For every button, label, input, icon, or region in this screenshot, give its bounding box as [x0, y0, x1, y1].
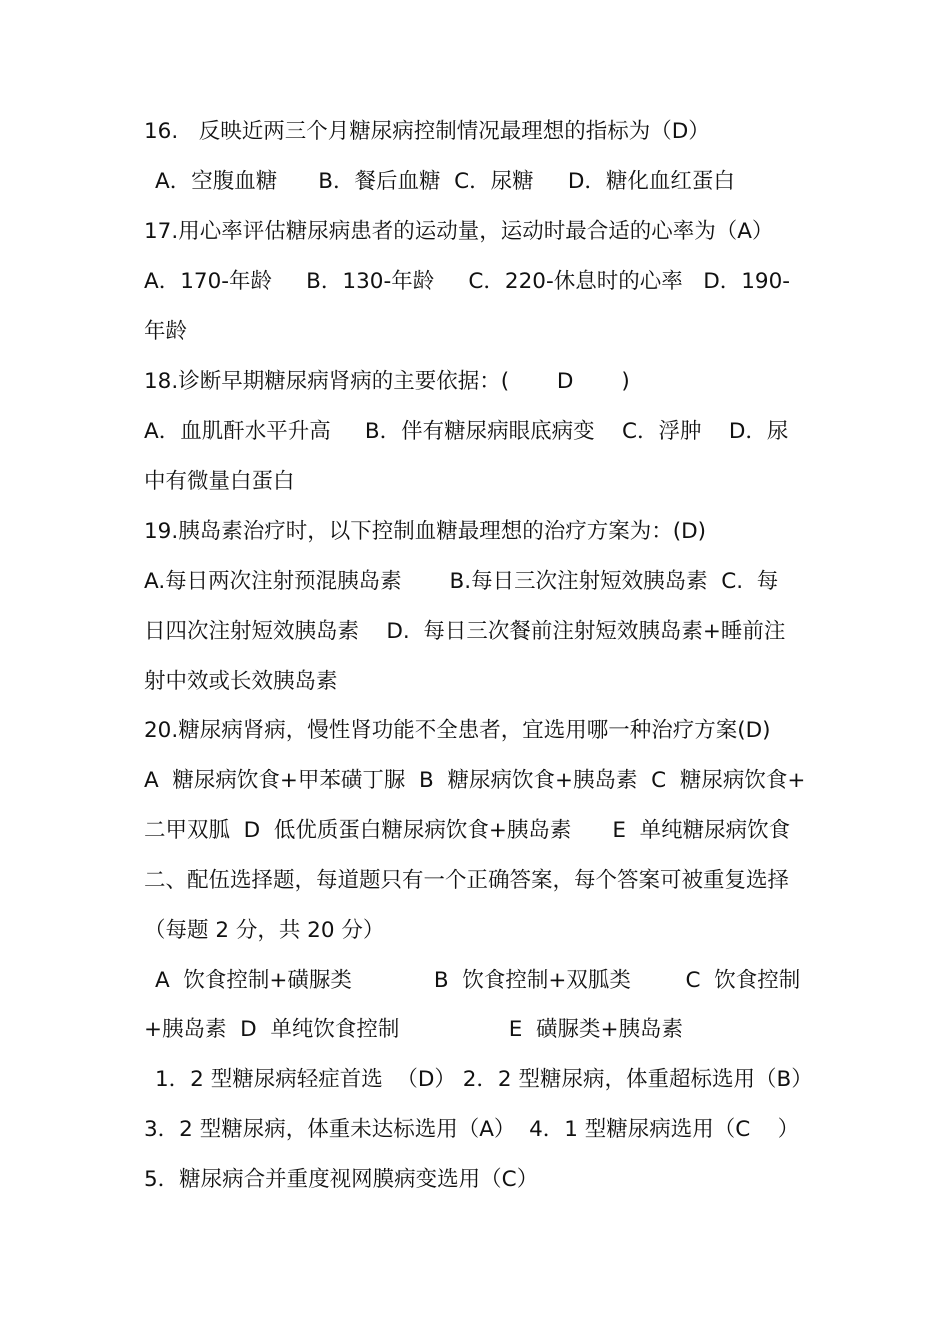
question-18: 18.诊断早期糖尿病肾病的主要依据：( D ) [144, 369, 630, 394]
matching-items-3-4: 3．2 型糖尿病，体重未达标选用（A） 4．1 型糖尿病选用（C ） [144, 1117, 800, 1142]
question-20-options-cont: 二甲双胍 D 低优质蛋白糖尿病饮食+胰岛素 E 单纯糖尿病饮食 [144, 818, 791, 843]
question-19-options-cont: 日四次注射短效胰岛素 D. 每日三次餐前注射短效胰岛素+睡前注 [144, 619, 786, 644]
question-19: 19.胰岛素治疗时，以下控制血糖最理想的治疗方案为：(D) [144, 519, 707, 544]
matching-options: A 饮食控制+磺脲类 B 饮食控制+双胍类 C 饮食控制 [155, 968, 801, 993]
matching-options-cont: +胰岛素 D 单纯饮食控制 E 磺脲类+胰岛素 [144, 1017, 684, 1042]
question-18-options: A．血肌酐水平升高 B．伴有糖尿病眼底病变 C．浮肿 D．尿 [144, 419, 789, 444]
question-20: 20.糖尿病肾病，慢性肾功能不全患者，宜选用哪一种治疗方案(D) [144, 718, 771, 743]
question-17-options: A．170-年龄 B．130-年龄 C．220-休息时的心率 D．190- [144, 269, 791, 294]
question-16-options: A．空腹血糖 B．餐后血糖 C．尿糖 D．糖化血红蛋白 [155, 169, 735, 194]
question-18-options-cont: 中有微量白蛋白 [144, 469, 295, 494]
question-19-options-cont-2: 射中效或长效胰岛素 [144, 669, 338, 694]
section-heading: 二、配伍选择题，每道题只有一个正确答案，每个答案可被重复选择 [144, 868, 790, 893]
matching-item-5: 5．糖尿病合并重度视网膜病变选用（C） [144, 1167, 539, 1192]
question-17: 17.用心率评估糖尿病患者的运动量，运动时最合适的心率为（A） [144, 219, 774, 244]
section-score-note: （每题 2 分，共 20 分） [144, 918, 385, 943]
matching-items-1-2: 1．2 型糖尿病轻症首选 （D） 2．2 型糖尿病，体重超标选用（B） [155, 1067, 813, 1092]
question-16: 16. 反映近两三个月糖尿病控制情况最理想的指标为（D） [144, 119, 710, 144]
question-17-options-cont: 年龄 [144, 319, 188, 344]
question-19-options: A.每日两次注射预混胰岛素 B.每日三次注射短效胰岛素 C. 每 [144, 569, 779, 594]
question-20-options: A 糖尿病饮食+甲苯磺丁脲 B 糖尿病饮食+胰岛素 C 糖尿病饮食+ [144, 768, 806, 793]
